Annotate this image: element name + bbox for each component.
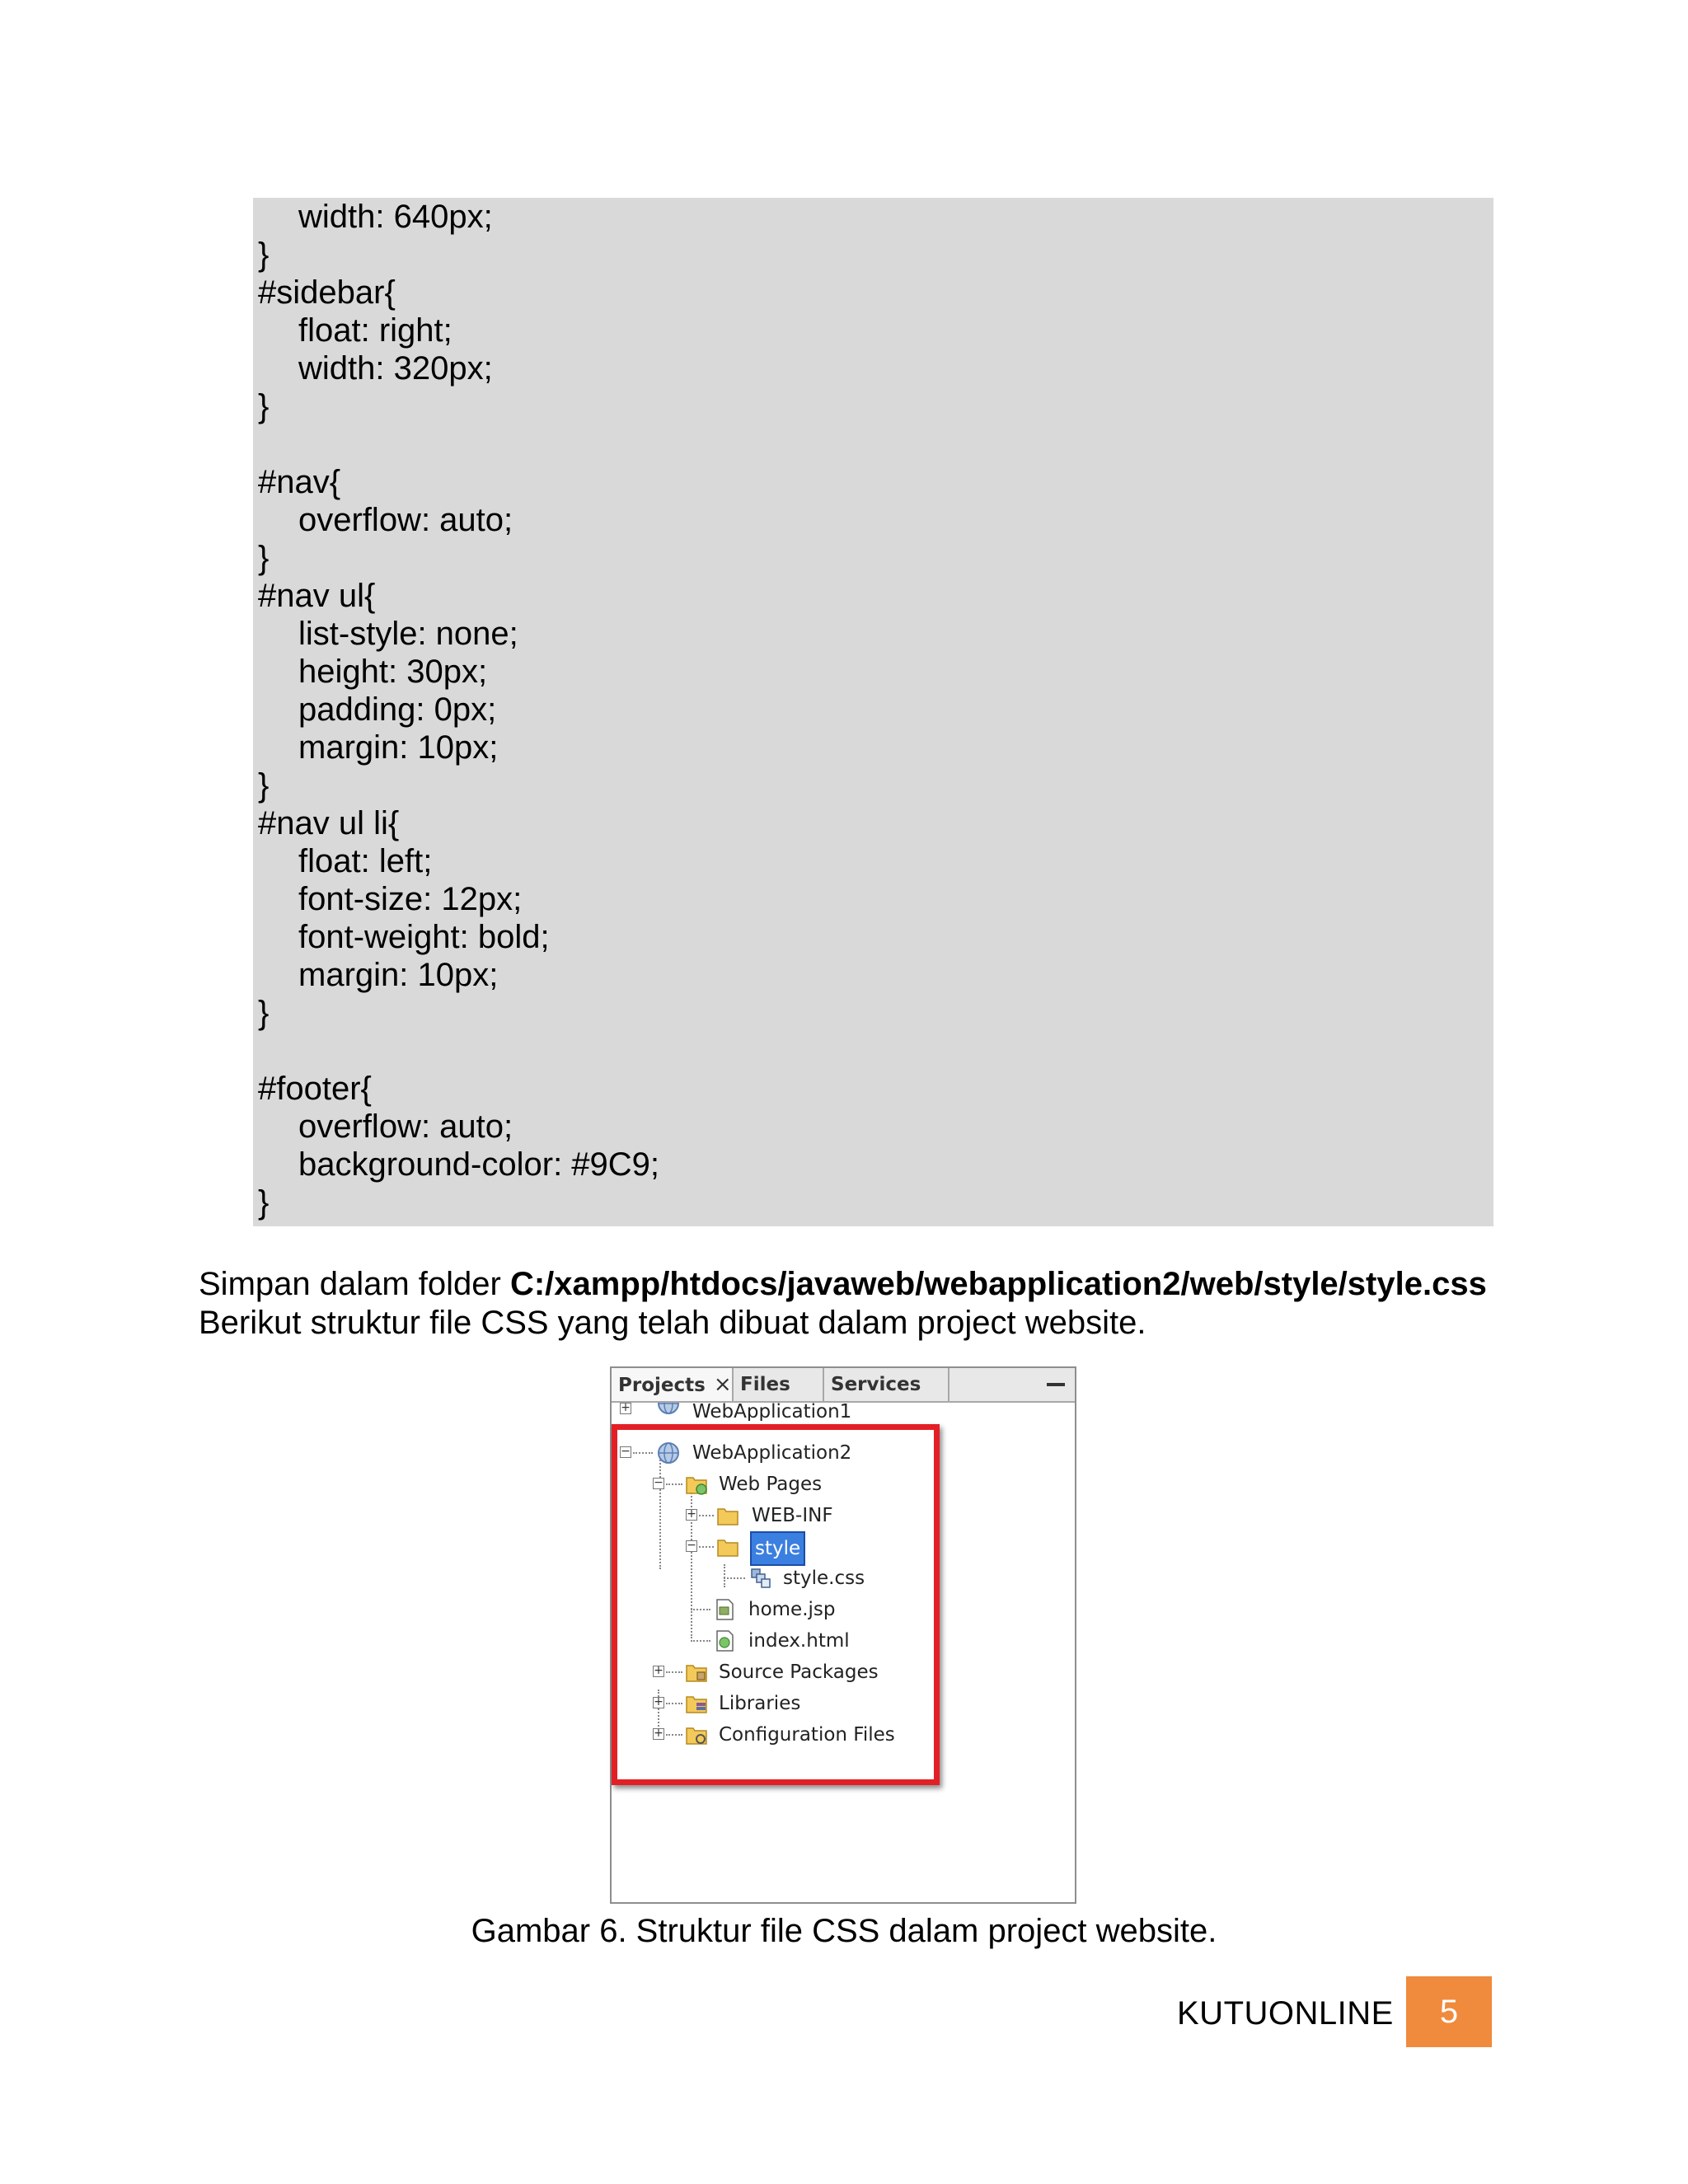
- code-line: margin: 10px;: [298, 957, 499, 993]
- collapse-icon[interactable]: −: [621, 1445, 631, 1458]
- code-line: overflow: auto;: [298, 502, 513, 538]
- tree-item-label: WEB-INF: [752, 1505, 833, 1526]
- tab-projects[interactable]: [612, 1368, 734, 1401]
- page-number-badge: 5: [1406, 1976, 1492, 2047]
- code-line: width: 320px;: [298, 350, 493, 387]
- tree-item-label: index.html: [748, 1630, 850, 1652]
- code-line: background-color: #9C9;: [298, 1146, 660, 1183]
- code-line: #sidebar{: [258, 274, 396, 311]
- tree-item-label: WebApplication2: [692, 1442, 852, 1464]
- code-line: }: [258, 995, 270, 1031]
- code-line: #nav ul{: [258, 578, 376, 614]
- code-line: #footer{: [258, 1071, 372, 1107]
- tree-item-label: Source Packages: [719, 1661, 879, 1683]
- expand-icon[interactable]: +: [654, 1695, 663, 1708]
- collapse-icon[interactable]: −: [654, 1476, 663, 1489]
- code-line: #nav ul li{: [258, 805, 400, 841]
- tree-item-webapplication1[interactable]: [620, 1403, 867, 1421]
- code-line: font-size: 12px;: [298, 881, 523, 917]
- highlight-box: [612, 1424, 940, 1785]
- globe-icon: [656, 1403, 681, 1416]
- tab-files[interactable]: Files: [734, 1368, 824, 1401]
- code-line: padding: 0px;: [298, 691, 497, 728]
- expand-icon[interactable]: +: [654, 1664, 663, 1677]
- tree-item-label: home.jsp: [748, 1599, 836, 1620]
- code-line: }: [258, 540, 270, 576]
- expand-icon[interactable]: +: [687, 1507, 696, 1521]
- tree-item-label: WebApplication1: [692, 1403, 852, 1421]
- code-line: margin: 10px;: [298, 729, 499, 766]
- structure-intro-paragraph: Berikut struktur file CSS yang telah dibuat dalam project website.: [199, 1305, 1146, 1341]
- save-path-prefix: Simpan dalam folder: [199, 1266, 510, 1302]
- tree-item-label: Libraries: [719, 1693, 801, 1714]
- expand-icon[interactable]: +: [621, 1403, 631, 1414]
- code-line: font-weight: bold;: [298, 919, 550, 955]
- tab-projects-label: Projects: [618, 1375, 706, 1396]
- save-path: C:/xampp/htdocs/javaweb/webapplication2/web/style/style.css: [509, 1266, 1487, 1302]
- code-line: }: [258, 1184, 270, 1221]
- tab-services[interactable]: Services: [824, 1368, 950, 1401]
- tree-item-label: style: [750, 1531, 805, 1566]
- code-line: }: [258, 767, 270, 804]
- minimize-icon[interactable]: [1047, 1383, 1065, 1386]
- code-block: [253, 198, 1493, 1226]
- figure-caption: Gambar 6. Struktur file CSS dalam project website.: [471, 1913, 1217, 1949]
- panel-tab-bar: [612, 1368, 1075, 1403]
- code-line: }: [258, 237, 270, 273]
- expand-icon[interactable]: +: [654, 1727, 663, 1740]
- code-line: float: right;: [298, 312, 452, 349]
- footer-brand: KUTUONLINE: [1177, 1995, 1394, 2032]
- code-line: overflow: auto;: [298, 1108, 513, 1145]
- tree-item-label: Web Pages: [719, 1474, 823, 1495]
- code-line: width: 640px;: [298, 199, 493, 235]
- save-path-paragraph: [199, 1265, 1487, 1303]
- code-line: list-style: none;: [298, 616, 518, 652]
- code-line: height: 30px;: [298, 654, 488, 690]
- collapse-icon[interactable]: −: [687, 1539, 696, 1552]
- tree-item-label: Configuration Files: [719, 1724, 895, 1746]
- close-icon[interactable]: ×: [713, 1372, 732, 1397]
- code-line: float: left;: [298, 843, 433, 879]
- tree-item-label: style.css: [783, 1568, 865, 1589]
- code-line: }: [258, 388, 270, 424]
- code-line: #nav{: [258, 464, 341, 500]
